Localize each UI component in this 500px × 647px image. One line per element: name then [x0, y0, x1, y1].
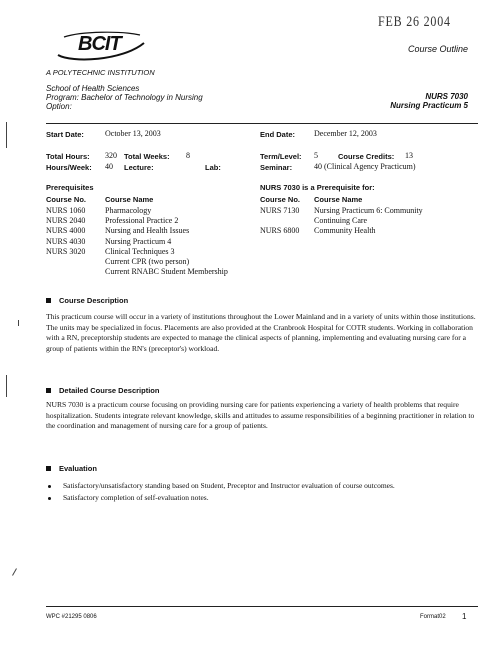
- footer-rule: [46, 606, 478, 607]
- hours-week-label: Hours/Week:: [46, 163, 92, 172]
- prereq-for-course-no: NURS 7130: [260, 206, 300, 215]
- total-hours-label: Total Hours:: [46, 152, 90, 161]
- prereq-course-name: Professional Practice 2: [105, 216, 179, 226]
- term-level-label: Term/Level:: [260, 152, 302, 161]
- prereq-course-name: Pharmacology: [105, 206, 152, 215]
- lecture-label: Lecture:: [124, 163, 154, 172]
- prereq-course-name: Nursing and Health Issues: [105, 226, 190, 236]
- course-code: NURS 7030: [425, 92, 468, 101]
- evaluation-item-text: Satisfactory completion of self-evaluation notes.: [63, 493, 209, 502]
- course-title: Nursing Practicum 5: [390, 101, 468, 110]
- prereq-for-course-no: NURS 6800: [260, 226, 300, 236]
- evaluation-item: [48, 493, 209, 502]
- term-level-value: 5: [314, 151, 318, 160]
- evaluation-item-text: Satisfactory/unsatisfactory standing based on Student, Preceptor and Instructor evaluation of course outcomes.: [63, 481, 395, 490]
- total-hours-value: 320: [105, 151, 117, 160]
- received-stamp: FEB 26 2004: [378, 14, 451, 30]
- section-bullet-icon: [46, 388, 51, 393]
- prereq-for-col-name: Course Name: [314, 195, 363, 204]
- doc-type: Course Outline: [407, 44, 468, 54]
- prereq-for-course-name: Community Health: [314, 226, 376, 236]
- course-description-text: This practicum course will occur in a variety of institutions throughout the Lower Mainland and in a variety of units within those institutions. The units may be specialized in focus. Placements are also provided at the Cranbrook Hospital for COTR students. Working in collaboration with a RN, preceptorship students are expected to manage the clinical aspects of planning, implementing and evaluating nursing care for a group of patients within the RN's (preceptor's) workload.: [46, 312, 476, 353]
- prereq-course-name: Clinical Techniques 3: [105, 246, 175, 256]
- total-weeks-label: Total Weeks:: [124, 152, 170, 161]
- prereq-course-name: Current RNABC Student Membership: [105, 267, 228, 277]
- header-rule: [46, 123, 478, 124]
- bullet-icon: [48, 497, 51, 500]
- end-date-label: End Date:: [260, 130, 296, 139]
- prereq-course-name: Current CPR (two person): [105, 257, 190, 266]
- prereq-for-title: NURS 7030 is a Prerequisite for:: [260, 183, 375, 192]
- evaluation-item: [48, 481, 395, 490]
- prereq-course-no: NURS 3020: [46, 246, 86, 256]
- prereq-for-course-name: Continuing Care: [314, 216, 368, 226]
- prereq-course-no: NURS 4000: [46, 226, 86, 236]
- detailed-description-heading: [46, 386, 159, 395]
- footer-format: Format02: [420, 614, 446, 620]
- end-date-value: December 12, 2003: [314, 129, 377, 138]
- prereq-title: Prerequisites: [46, 183, 94, 192]
- seminar-label: Seminar:: [260, 163, 293, 172]
- total-weeks-value: 8: [186, 151, 190, 160]
- option-label: Option:: [46, 102, 72, 111]
- school-name: School of Health Sciences: [46, 84, 140, 93]
- logo-text: BCIT: [78, 33, 121, 55]
- lab-label: Lab:: [205, 163, 221, 172]
- prereq-col-no: Course No.: [46, 195, 87, 204]
- start-date-label: Start Date:: [46, 130, 84, 139]
- prereq-course-no: NURS 4030: [46, 236, 86, 246]
- hours-week-value: 40: [105, 162, 113, 171]
- bcit-logo: [52, 29, 148, 63]
- prereq-course-no: NURS 1060: [46, 206, 86, 215]
- page-number: 1: [462, 612, 467, 621]
- course-description-title: Course Description: [59, 296, 129, 305]
- section-bullet-icon: [46, 298, 51, 303]
- prereq-for-course-name: Nursing Practicum 6: Community: [314, 206, 423, 215]
- detailed-description-title: Detailed Course Description: [59, 386, 160, 395]
- program-name: Program: Bachelor of Technology in Nursing: [46, 93, 203, 102]
- tagline: A POLYTECHNIC INSTITUTION: [46, 68, 155, 77]
- detailed-description-text: NURS 7030 is a practicum course focusing on providing nursing care for patients experiencing a variety of health problems that require hospitalization. Students integrate relevant knowledge, skills and attitudes to assume responsibilities of a beginning practitioner in relation to the coordination and management of nursing care for a group of patients.: [46, 400, 475, 430]
- prereq-course-name: Nursing Practicum 4: [105, 236, 172, 246]
- section-bullet-icon: [46, 466, 51, 471]
- credits-label: Course Credits:: [338, 152, 395, 161]
- footer-doc-id: WPC #21295 0806: [46, 614, 97, 620]
- prereq-col-name: Course Name: [105, 195, 154, 204]
- evaluation-heading: [46, 464, 97, 473]
- start-date-value: October 13, 2003: [105, 129, 161, 138]
- prereq-course-no: NURS 2040: [46, 216, 86, 226]
- course-description-heading: [46, 296, 128, 305]
- bullet-icon: [48, 485, 51, 488]
- credits-value: 13: [405, 151, 413, 160]
- scan-mark: [18, 320, 19, 326]
- scan-mark: [6, 375, 7, 397]
- seminar-value: 40 (Clinical Agency Practicum): [314, 162, 416, 171]
- scan-mark: [12, 568, 17, 575]
- evaluation-title: Evaluation: [59, 464, 97, 473]
- scan-mark: [6, 122, 7, 148]
- prereq-for-col-no: Course No.: [260, 195, 301, 204]
